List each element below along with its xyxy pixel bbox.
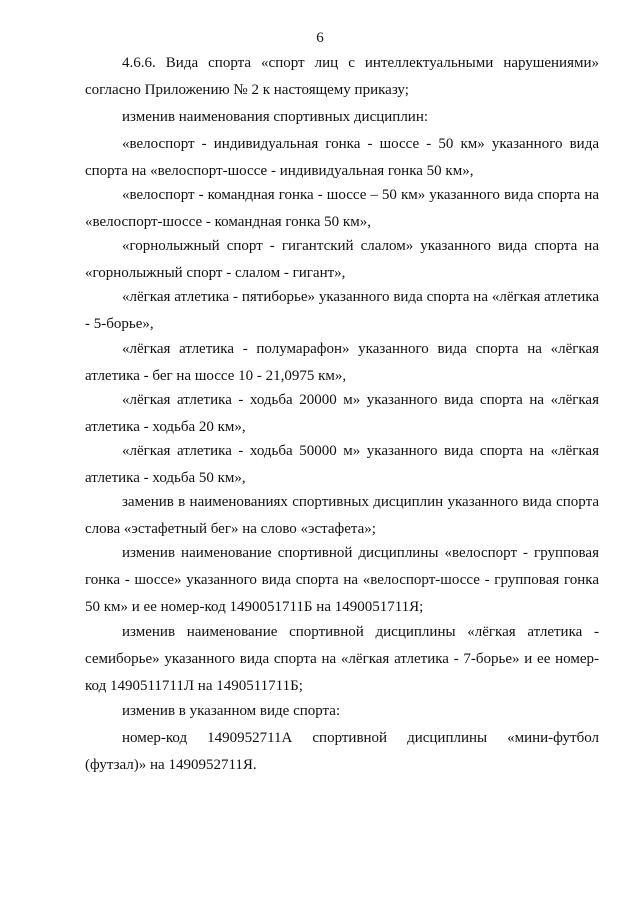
paragraph-relay-rename: заменив в наименованиях спортивных дисциплин указанного вида спорта слова «эстафетный бег» на слово «эстафета»;	[85, 494, 599, 537]
paragraph-section-4-6-6: 4.6.6. Вида спорта «спорт лиц с интеллектуальными нарушениями» согласно Приложению № 2 к настоящему приказу;	[85, 55, 599, 98]
paragraph-athletics-walk-50000: «лёгкая атлетика - ходьба 50000 м» указанного вида спорта на «лёгкая атлетика - ходьба 50 км»,	[85, 443, 599, 486]
paragraph-change-in-sport: изменив в указанном виде спорта:	[122, 703, 341, 719]
paragraph-alpine-giant-slalom: «горнолыжный спорт - гигантский слалом» указанного вида спорта на «горнолыжный спорт - слалом - гигант»,	[85, 238, 599, 281]
paragraph-cycling-individual: «велоспорт - индивидуальная гонка - шоссе - 50 км» указанного вида спорта на «велоспорт-шоссе - индивидуальная гонка 50 км»,	[85, 136, 599, 179]
paragraph-cycling-group: изменив наименование спортивной дисциплины «велоспорт - групповая гонка - шоссе» указанного вида спорта на «велоспорт-шоссе - групповая гонка 50 км» и ее номер-код 1490051711Б на 1490051711Я;	[85, 545, 599, 615]
paragraph-athletics-half-marathon: «лёгкая атлетика - полумарафон» указанного вида спорта на «лёгкая атлетика - бег на шоссе 10 - 21,0975 км»,	[85, 341, 599, 384]
paragraph-cycling-team: «велоспорт - командная гонка - шоссе – 50 км» указанного вида спорта на «велоспорт-шоссе - командная гонка 50 км»,	[85, 187, 599, 230]
paragraph-athletics-walk-20000: «лёгкая атлетика - ходьба 20000 м» указанного вида спорта на «лёгкая атлетика - ходьба 20 км»,	[85, 392, 599, 435]
paragraph-athletics-heptathlon: изменив наименование спортивной дисциплины «лёгкая атлетика - семиборье» указанного вида спорта на «лёгкая атлетика - 7-борье» и ее номер-код 1490511711Л на 1490511711Б;	[85, 624, 599, 694]
paragraph-rename-intro: изменив наименования спортивных дисциплин:	[122, 109, 429, 125]
paragraph-futsal-code: номер-код 1490952711А спортивной дисциплины «мини-футбол (футзал)» на 1490952711Я.	[85, 730, 599, 773]
paragraph-athletics-pentathlon: «лёгкая атлетика - пятиборье» указанного вида спорта на «лёгкая атлетика - 5-борье»,	[85, 289, 599, 332]
page-number: 6	[316, 30, 324, 46]
